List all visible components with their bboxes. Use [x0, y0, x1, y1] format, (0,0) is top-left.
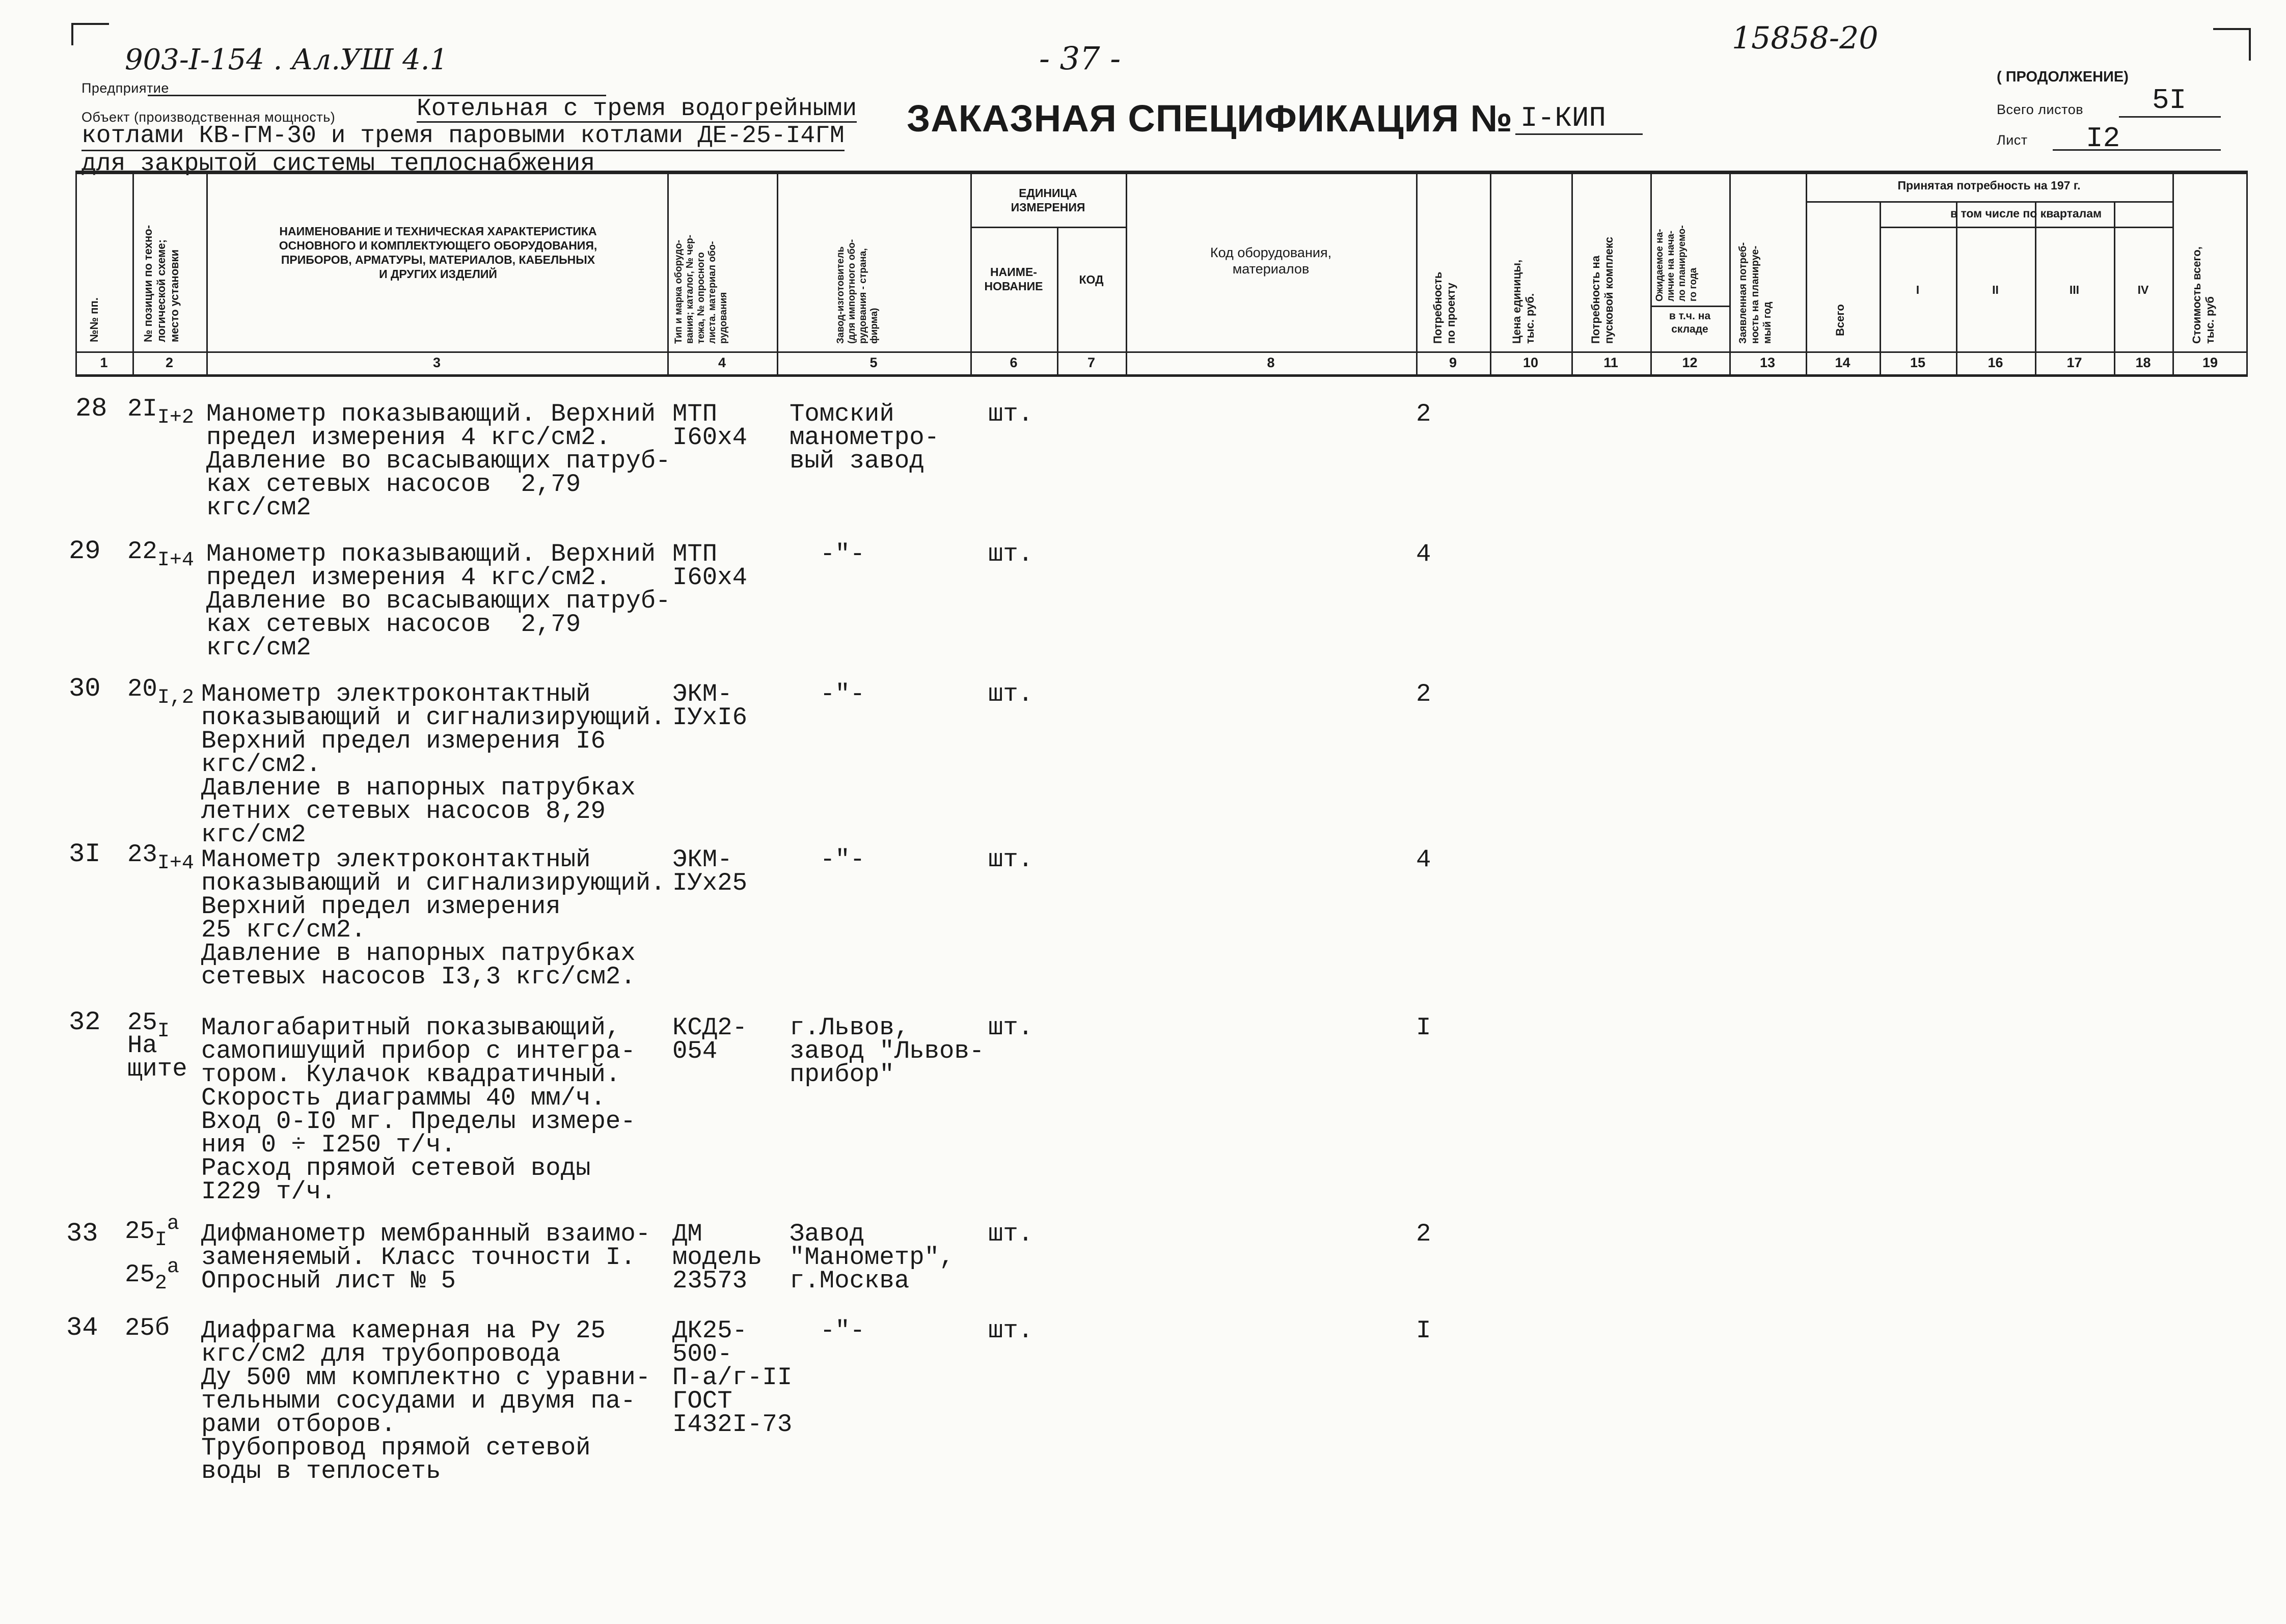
column-number: 3 [432, 355, 441, 370]
corner-mark-top-right [2213, 28, 2251, 61]
accepted-header: Принятая потребность на 197 г. [1897, 179, 2081, 192]
column-number: 9 [1449, 355, 1457, 370]
row-number: 30 [69, 674, 101, 704]
position-main: 25 [127, 1008, 157, 1037]
column-number: 16 [1988, 355, 2003, 370]
continuation-label: ( ПРОДОЛЖЕНИЕ) [1997, 69, 2129, 85]
maker-cell: Завод "Манометр", г.Москва [790, 1220, 955, 1295]
position-main: 25 [125, 1260, 155, 1289]
quarters-subheader-line [1880, 227, 2172, 228]
unit-cell: шт. [988, 400, 1033, 428]
spec-number-underline [1515, 133, 1643, 135]
position-superscript: а [167, 1213, 179, 1235]
column-number: 4 [718, 355, 726, 370]
description-cell: Манометр электроконтактный показывающий и сигнализирующий. Верхний предел измерения 25 кгс/см2. Давление в напорных патрубках сетевых насосов I3,3 кгс/см2. [201, 845, 666, 991]
position-cell [127, 395, 194, 429]
type-cell: ДК25- 500- П-а/г-II ГОСТ I432I-73 [672, 1316, 793, 1439]
col-divider [1057, 227, 1058, 377]
row-number: 28 [75, 394, 107, 424]
position-cell [127, 537, 194, 572]
col17-header: III [2069, 283, 2080, 296]
col6-7-header: ЕДИНИЦА ИЗМЕРЕНИЯ [1011, 186, 1085, 214]
position-main: 25 [125, 1217, 155, 1246]
position-main: 22 [127, 537, 157, 566]
unit-subheader-line [970, 227, 1126, 228]
description-cell: Манометр показывающий. Верхний предел измерения 4 кгс/см2. Давление во всасывающих патруб- ках сетевых насосов 2,79 кгс/см2 [206, 400, 671, 522]
col-divider [1650, 171, 1652, 377]
position-main: 23 [127, 840, 157, 869]
document-title: ЗАКАЗНАЯ СПЕЦИФИКАЦИЯ № [907, 97, 1513, 140]
col14-header: Всего [1834, 304, 1846, 336]
description-cell: Дифманометр мембранный взаимо- заменяемый. Класс точности I. Опросный лист № 5 [201, 1220, 651, 1295]
col-divider [1490, 171, 1491, 377]
col2-header: № позиции по техно- логической схеме; место установки [142, 225, 181, 342]
position-superscript: а [167, 1256, 179, 1279]
column-number-row-line [75, 351, 2248, 353]
row-number: 3I [69, 839, 101, 869]
col1-header: №№ пп. [88, 297, 100, 342]
column-number: 7 [1087, 355, 1096, 370]
accepted-subheader-line [1806, 201, 2172, 203]
enterprise-label: Предприятие [81, 80, 169, 96]
col15-header: I [1916, 283, 1920, 296]
unit-cell: шт. [988, 680, 1033, 708]
position-cell-2 [125, 1256, 179, 1295]
col-divider [667, 171, 669, 377]
col-divider [1729, 171, 1731, 377]
column-number: 5 [869, 355, 878, 370]
object-name-line3: для закрытой системы теплоснабжения [81, 150, 595, 178]
position-cell: 25б [125, 1314, 170, 1342]
type-cell: МТП I60x4 [672, 400, 748, 452]
position-subscript: I+4 [157, 549, 194, 572]
col12-header: Ожидаемое на- личие на нача- ло планируемо- го года [1654, 225, 1699, 301]
row-number: 33 [66, 1219, 98, 1249]
col6-header: НАИМЕ- НОВАНИЕ [984, 265, 1043, 293]
position-cell [127, 675, 194, 709]
corner-mark-top-left [71, 23, 109, 45]
quantity-cell: 4 [1416, 540, 1431, 568]
unit-cell: шт. [988, 540, 1033, 568]
type-cell: ДМ модель 23573 [672, 1220, 763, 1295]
position-subscript: I,2 [157, 686, 194, 709]
column-number: 15 [1910, 355, 1926, 370]
col3-header: НАИМЕНОВАНИЕ И ТЕХНИЧЕСКАЯ ХАРАКТЕРИСТИКА ОСНОВНОГО И КОМПЛЕКТУЮЩЕГО ОБОРУДОВАНИЯ, ПРИБОРОВ, АРМАТУРЫ, МАТЕРИАЛОВ, КАБЕЛЬНЫХ И ДРУГИХ ИЗДЕЛИЙ [279, 225, 597, 281]
position-cell [125, 1213, 179, 1252]
position-location: На щите [127, 1031, 187, 1083]
page-number: - 37 - [1039, 40, 1121, 77]
position-cell [127, 840, 194, 875]
col18-header: IV [2137, 283, 2149, 296]
unit-cell: шт. [988, 1013, 1033, 1042]
position-subscript: I+2 [157, 406, 194, 429]
total-sheets-underline [2119, 116, 2221, 118]
column-number: 11 [1603, 355, 1618, 370]
position-subscript: I [157, 1020, 170, 1043]
col4-header: Тип и марка оборудо- вания; каталог, № чер- тежа, № опросного листа. материал обо- рудования [673, 234, 729, 344]
row-number: 34 [66, 1313, 98, 1343]
type-cell: ЭКМ- IУxI6 [672, 680, 748, 732]
col8-header: Код оборудования, материалов [1210, 245, 1332, 277]
total-sheets-label: Всего листов [1997, 102, 2084, 117]
column-number: 12 [1682, 355, 1698, 370]
stock-subheader-line [1650, 306, 1729, 307]
position-main: 20 [127, 675, 157, 703]
col7-header: КОД [1079, 273, 1104, 286]
unit-cell: шт. [988, 1316, 1033, 1345]
col-divider [132, 171, 134, 377]
sheet-underline [2053, 149, 2221, 151]
maker-cell: -"- [820, 540, 865, 568]
quantity-cell: 2 [1416, 1220, 1431, 1248]
quantity-cell: 2 [1416, 400, 1431, 428]
column-number: 13 [1759, 355, 1776, 370]
column-number: 10 [1522, 355, 1539, 370]
col-divider [206, 171, 208, 377]
document-code: 903-I-154 . Ал.УШ 4.1 [125, 43, 448, 76]
description-cell: Диафрагма камерная на Ру 25 кгс/см2 для трубопровода Ду 500 мм комплектно с уравни- тельными сосудами и двумя па- рами отборов. Трубопровод прямой сетевой воды в теплосеть [201, 1316, 651, 1485]
column-number: 6 [1010, 355, 1018, 370]
position-subscript: I+4 [157, 852, 194, 875]
object-name-line2: котлами КВ-ГМ-30 и тремя паровыми котлами ДЕ-25-I4ГМ [81, 122, 845, 151]
maker-cell: г.Львов, завод "Львов- прибор" [790, 1013, 985, 1089]
col-divider [1416, 171, 1418, 377]
column-number: 1 [100, 355, 108, 370]
column-number: 2 [165, 355, 174, 370]
col11-header: Потребность на пусковой комплекс [1589, 237, 1615, 344]
object-name-line1: Котельная с тремя водогрейными [417, 95, 857, 123]
col-divider [1571, 171, 1573, 377]
total-sheets-value: 5I [2152, 84, 2187, 117]
col13-header: Заявленная потреб- ность на планируе- мый год [1737, 242, 1773, 344]
object-label: Объект (производственная мощность) [81, 109, 336, 125]
quantity-cell: I [1416, 1013, 1431, 1042]
quantity-cell: 4 [1416, 845, 1431, 874]
description-cell: Манометр показывающий. Верхний предел измерения 4 кгс/см2. Давление во всасывающих патруб- ках сетевых насосов 2,79 кгс/см2 [206, 540, 671, 662]
description-cell: Малогабаритный показывающий, самопишущий прибор с интегра- тором. Кулачок квадратичный. Скорость диаграммы 40 мм/ч. Вход 0-I0 мг. Пределы измере- ния 0 ÷ I250 т/ч. Расход прямой сетевой воды I229 т/ч. [201, 1013, 636, 1206]
quarters-header: в том числе по кварталам [1950, 207, 2102, 220]
description-cell: Манометр электроконтактный показывающий и сигнализирующий. Верхний предел измерения I6 кгс/см2. Давление в напорных патрубках летних сетевых насосов 8,29 кгс/см2 [201, 680, 666, 849]
sheet-label: Лист [1997, 132, 2028, 148]
row-number: 29 [69, 536, 101, 566]
col-divider [777, 171, 778, 377]
maker-cell: -"- [820, 1316, 865, 1345]
type-cell: МТП I60x4 [672, 540, 748, 592]
spec-number: I-КИП [1520, 102, 1607, 134]
column-number: 8 [1267, 355, 1275, 370]
archive-number: 15858-20 [1732, 20, 1879, 56]
unit-cell: шт. [988, 845, 1033, 874]
col19-header: Стоимость всего, тыс. руб [2190, 246, 2216, 344]
col10-header: Цена единицы, тыс. руб. [1510, 259, 1536, 344]
sheet-value: I2 [2086, 122, 2120, 155]
position-subscript: I [154, 1229, 167, 1252]
unit-cell: шт. [988, 1220, 1033, 1248]
row-number: 32 [69, 1007, 101, 1037]
position-subscript: 2 [154, 1272, 167, 1295]
column-number: 17 [2066, 355, 2082, 370]
col9-header: Потребность по проекту [1431, 271, 1457, 344]
quantity-cell: 2 [1416, 680, 1431, 708]
col16-header: II [1992, 283, 1999, 296]
maker-cell: -"- [820, 680, 865, 708]
maker-cell: Томский манометро- вый завод [790, 400, 940, 475]
type-cell: ЭКМ- IУx25 [672, 845, 748, 897]
column-number: 14 [1835, 355, 1850, 370]
col12b-header: в т.ч. на складе [1669, 310, 1711, 335]
maker-cell: -"- [820, 845, 865, 874]
column-number: 19 [2202, 355, 2218, 370]
position-main: 2I [127, 395, 157, 423]
column-number: 18 [2135, 355, 2151, 370]
quantity-cell: I [1416, 1316, 1431, 1345]
type-cell: КСД2- 054 [672, 1013, 748, 1065]
col5-header: Завод-изготовитель (для импортного обо- рудования - страна, фирма) [835, 239, 880, 344]
col-divider [2172, 171, 2174, 377]
